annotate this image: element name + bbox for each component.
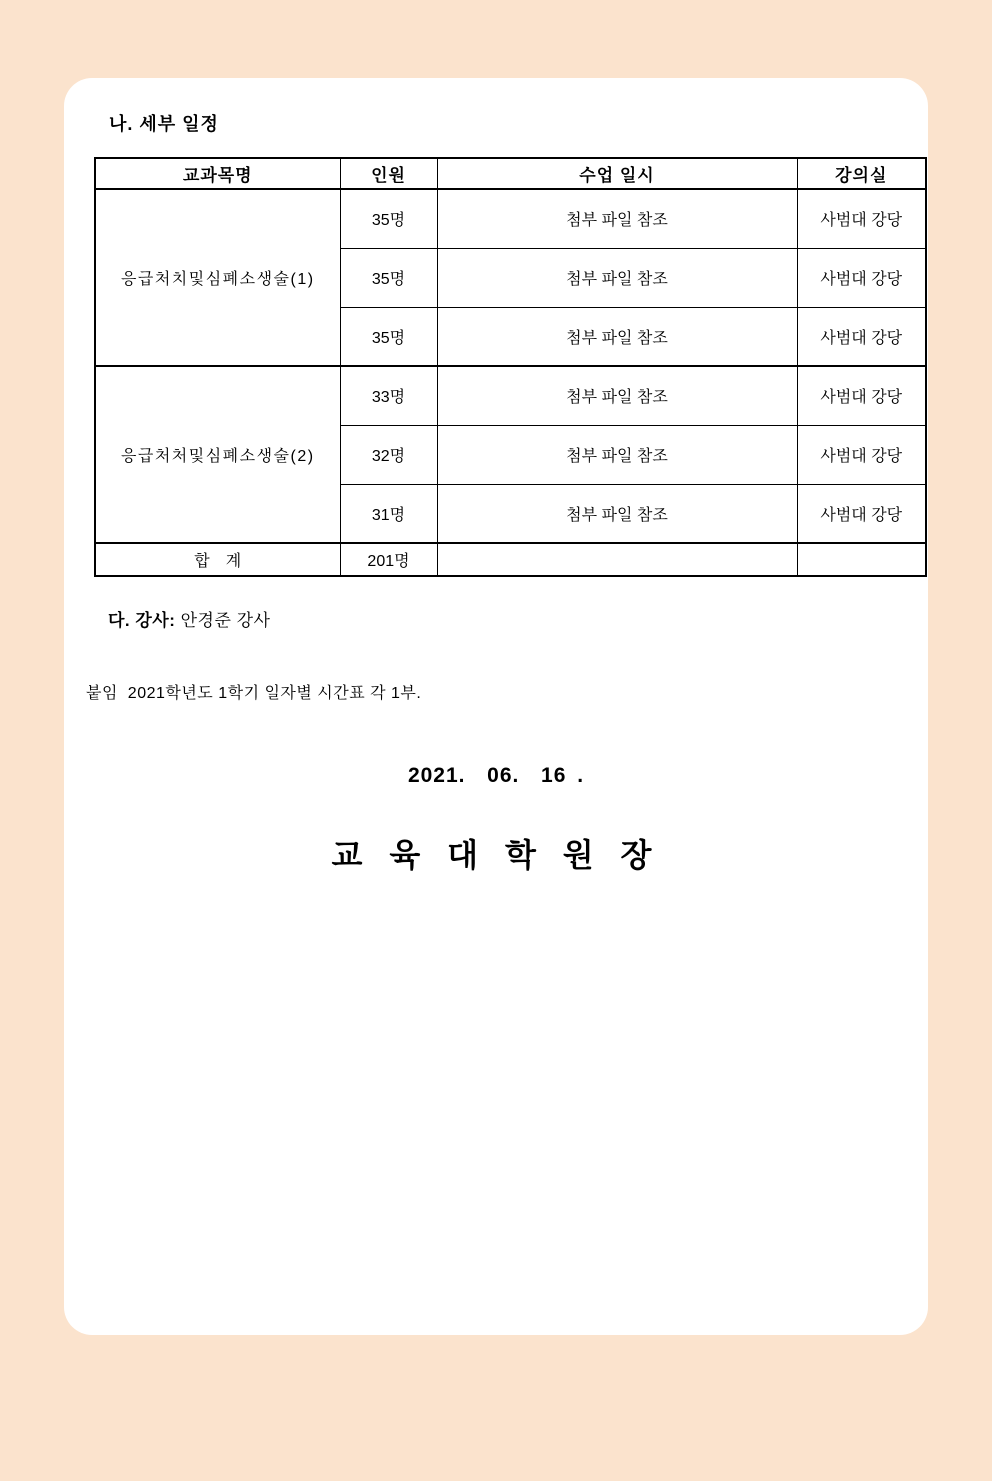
count-cell: 32명	[340, 425, 437, 484]
count-cell: 31명	[340, 484, 437, 543]
instructor-value: 안경준 강사	[175, 611, 271, 630]
document-page	[64, 78, 928, 1335]
table-row	[95, 189, 926, 248]
table-row	[95, 366, 926, 425]
schedule-cell: 첨부 파일 참조	[437, 307, 797, 366]
instructor-line	[108, 606, 270, 631]
table-total-row	[95, 543, 926, 576]
room-cell: 사범대 강당	[797, 248, 926, 307]
col-header-count: 인원	[340, 158, 437, 189]
room-cell: 사범대 강당	[797, 425, 926, 484]
instructor-label: 다. 강사:	[108, 611, 176, 630]
total-count-cell: 201명	[340, 543, 437, 576]
count-cell: 35명	[340, 248, 437, 307]
col-header-room: 강의실	[797, 158, 926, 189]
total-label-cell: 합 계	[95, 543, 340, 576]
course-name-cell: 응급처처및심폐소생술(2)	[95, 366, 340, 543]
schedule-cell: 첨부 파일 참조	[437, 484, 797, 543]
room-cell: 사범대 강당	[797, 189, 926, 248]
schedule-cell: 첨부 파일 참조	[437, 425, 797, 484]
section-heading: 나. 세부 일정	[109, 114, 219, 134]
attachment-line: 붙임 2021학년도 1학기 일자별 시간표 각 1부.	[86, 685, 422, 702]
count-cell: 35명	[340, 189, 437, 248]
signature-line: 교 육 대 학 원 장	[331, 837, 661, 873]
course-name-cell: 응급처치및심폐소생술(1)	[95, 189, 340, 366]
schedule-cell: 첨부 파일 참조	[437, 248, 797, 307]
total-room-cell	[797, 543, 926, 576]
count-cell: 35명	[340, 307, 437, 366]
col-header-schedule: 수업 일시	[437, 158, 797, 189]
room-cell: 사범대 강당	[797, 484, 926, 543]
room-cell: 사범대 강당	[797, 307, 926, 366]
room-cell: 사범대 강당	[797, 366, 926, 425]
count-cell: 33명	[340, 366, 437, 425]
schedule-cell: 첨부 파일 참조	[437, 189, 797, 248]
table-header-row	[95, 158, 926, 189]
schedule-table	[94, 157, 927, 577]
schedule-cell: 첨부 파일 참조	[437, 366, 797, 425]
col-header-course: 교과목명	[95, 158, 340, 189]
total-schedule-cell	[437, 543, 797, 576]
date-line: 2021. 06. 16 .	[407, 764, 585, 787]
